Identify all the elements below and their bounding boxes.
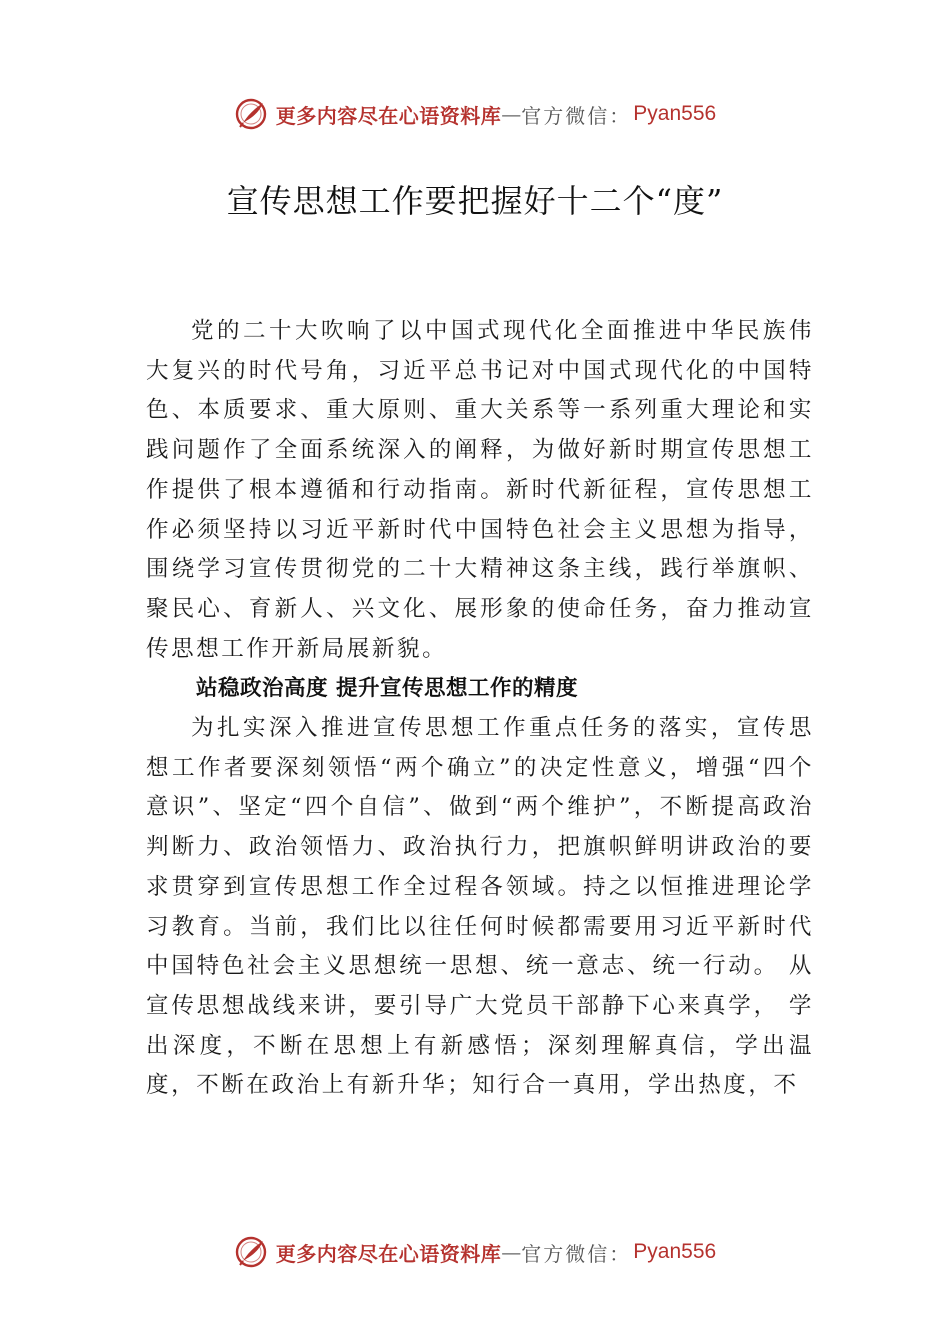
banner-brand: 更多内容尽在心语资料库 bbox=[275, 1241, 502, 1266]
banner-separator: — bbox=[501, 1240, 522, 1264]
banner-brand: 更多内容尽在心语资料库 bbox=[275, 103, 502, 128]
section-heading: 站稳政治高度 提升宣传思想工作的精度 bbox=[196, 676, 578, 702]
paragraph-intro: 党的二十大吹响了以中国式现代化全面推进中华民族伟大复兴的时代号角，习近平总书记对中国式现代化的中国特色、本质要求、重大原则、重大关系等一系列重大理论和实践问题作了全面系统深入的阐释，为做好新时期宣传思想工作提供了根本遵循和行动指南。新时代新征程，宣传思想工作必须坚持以习近平新时代中国特色社会主义思想为指导，围绕学习宣传贯彻党的二十大精神这条主线，践行举旗帜、聚民心、育新人、兴文化、展形象的使命任务，奋力推动宣传思想工作开新局展新貌。 bbox=[146, 318, 814, 662]
banner-wechat-account: Pyan556 bbox=[633, 102, 717, 125]
footer-banner bbox=[0, 1232, 950, 1272]
banner-separator: — bbox=[501, 102, 522, 126]
quill-logo-icon bbox=[234, 1235, 268, 1269]
header-banner bbox=[0, 94, 950, 134]
paragraph-section-1: 为扎实深入推进宣传思想工作重点任务的落实，宣传思想工作者要深刻领悟“两个确立”的决定性意义，增强“四个意识”、坚定“四个自信”、做到“两个维护”，不断提高政治判断力、政治领悟力、政治执行力，把旗帜鲜明讲政治的要求贯穿到宣传思想工作全过程各领域。持之以恒推进理论学习教育。当前，我们比以往任何时候都需要用习近平新时代中国特色社会主义思想统一思想、统一意志、统一行动。 从宣传思想战线来讲，要引导广大党员干部静下心来真学， 学出深度，不断在思想上有新感悟；深刻理解真信，学出温度，不断在政治上有新升华；知行合一真用，学出热度，不 bbox=[146, 715, 814, 1099]
banner-wechat-account: Pyan556 bbox=[633, 1240, 717, 1263]
banner-wechat-label: 官方微信： bbox=[521, 1241, 632, 1266]
banner-wechat-label: 官方微信： bbox=[521, 103, 632, 128]
quill-logo-icon bbox=[234, 97, 268, 131]
document-body bbox=[146, 312, 814, 1106]
document-title: 宣传思想工作要把握好十二个“度” bbox=[226, 182, 724, 220]
